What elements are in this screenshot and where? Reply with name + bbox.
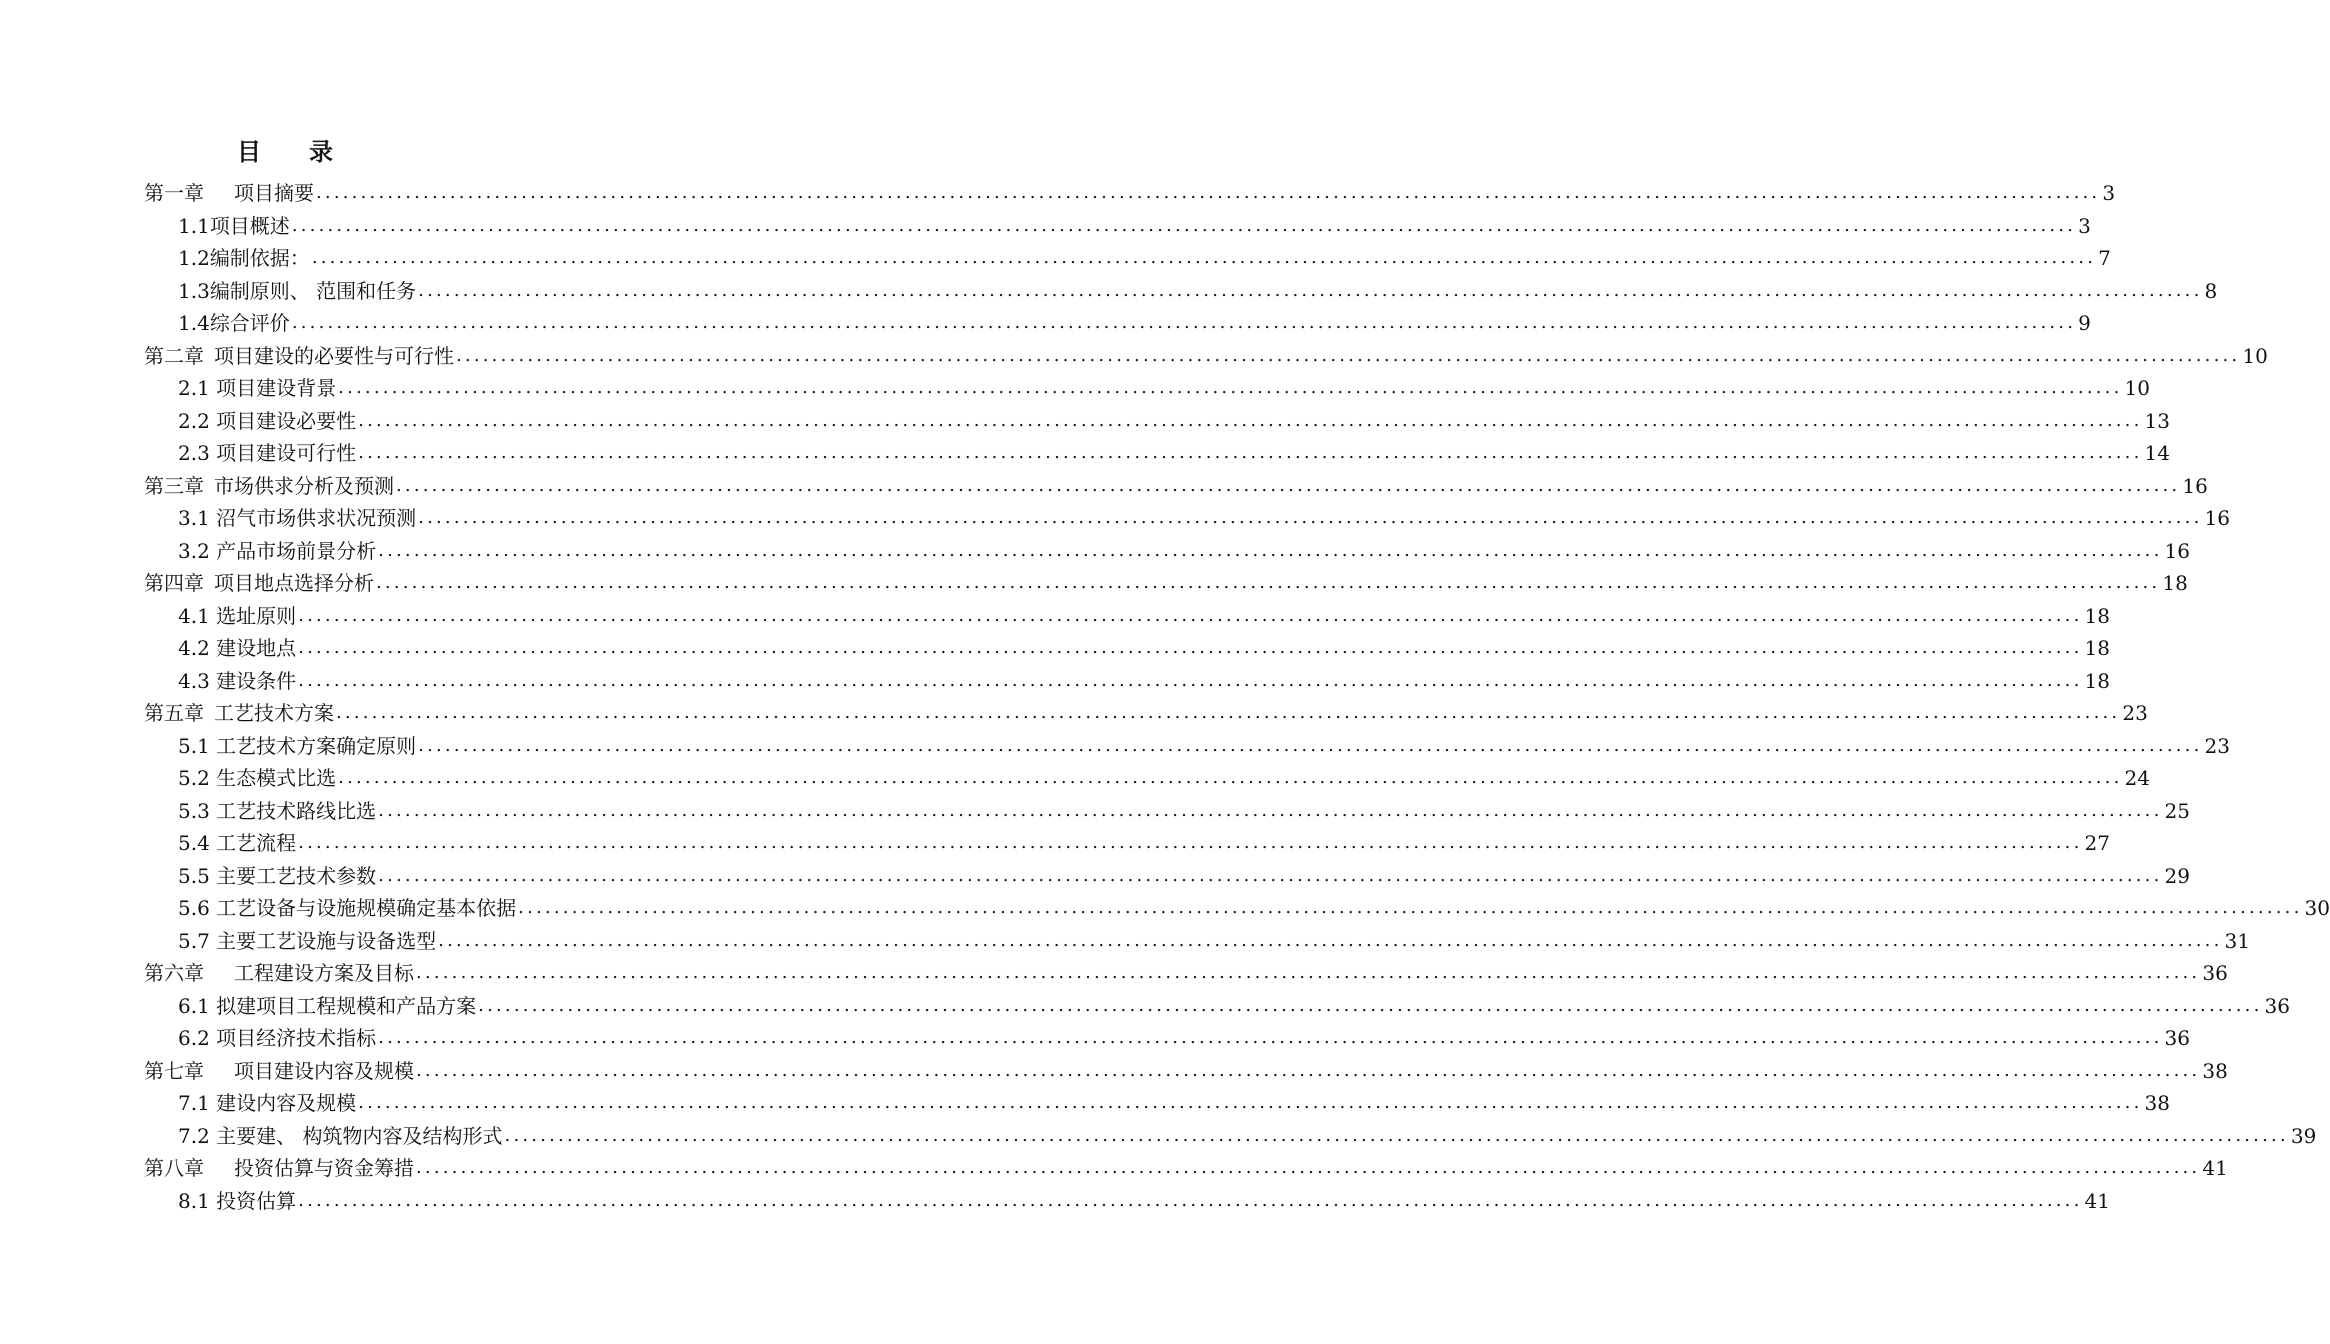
toc-entry-number: 第六章 [144, 961, 204, 985]
toc-entry-number: 1.4 [178, 311, 210, 335]
toc-entry-number: 7.2 [178, 1123, 210, 1148]
toc-dot-leader: ........................................................................................................................................................................................................ [416, 1157, 2201, 1178]
toc-chapter-entry[interactable] [144, 341, 2268, 371]
toc-dot-leader: ........................................................................................................................................................................................................ [311, 247, 2097, 268]
toc-section-entry[interactable] [178, 1088, 2170, 1118]
toc-section-entry[interactable] [178, 243, 2111, 273]
toc-entry-number: 2.1 [178, 376, 210, 400]
toc-section-entry[interactable] [178, 601, 2110, 631]
toc-entry-title: 工艺设备与设施规模确定基本依据 [209, 896, 517, 920]
toc-page-number: 16 [2204, 506, 2230, 530]
toc-entry-number: 5.5 [178, 863, 210, 888]
toc-dot-leader: ........................................................................................................................................................................................................ [378, 1027, 2163, 1048]
toc-entry-number: 第四章 [144, 571, 204, 595]
toc-entry-number: 第三章 [144, 473, 204, 498]
toc-page-number: 3 [2078, 213, 2091, 238]
toc-entry-number: 1.1 [178, 213, 210, 238]
toc-entry-number: 3.2 [178, 538, 210, 563]
toc-section-entry[interactable] [178, 1186, 2110, 1216]
toc-dot-leader: ........................................................................................................................................................................................................ [316, 182, 2101, 203]
toc-page-number: 18 [2084, 668, 2110, 693]
toc-entry-number: 5.1 [178, 733, 210, 758]
toc-page-number: 10 [2242, 343, 2268, 368]
toc-entry-number: 第五章 [144, 701, 204, 725]
toc-dot-leader: ........................................................................................................................................................................................................ [378, 799, 2163, 821]
toc-page-number: 8 [2204, 278, 2218, 303]
toc-page-number: 16 [2164, 538, 2190, 563]
toc-page-number: 10 [2124, 376, 2150, 400]
toc-dot-leader: ........................................................................................................................................................................................................ [298, 832, 2083, 853]
toc-page-number: 14 [2144, 441, 2170, 465]
toc-entry-title: 项目建设可行性 [209, 441, 357, 465]
toc-title: 目 录 [237, 138, 333, 166]
toc-entry-title: 建设地点 [209, 636, 297, 660]
toc-dot-leader: ........................................................................................................................................................................................................ [518, 897, 2303, 918]
toc-page-number: 23 [2204, 733, 2230, 758]
toc-page-number: 23 [2122, 701, 2148, 725]
toc-dot-leader: ........................................................................................................................................................................................................ [378, 539, 2163, 561]
toc-dot-leader: ........................................................................................................................................................................................................ [376, 572, 2161, 593]
toc-page-number: 9 [2078, 311, 2091, 335]
toc-dot-leader: ........................................................................................................................................................................................................ [438, 929, 2223, 951]
toc-section-entry[interactable] [178, 731, 2230, 761]
toc-page-number: 13 [2144, 408, 2170, 433]
toc-section-entry[interactable] [178, 373, 2150, 403]
toc-entry-number: 2.2 [178, 408, 210, 433]
toc-page-number: 18 [2084, 603, 2110, 628]
toc-entry-title: 综合评价 [209, 311, 290, 335]
toc-dot-leader: ........................................................................................................................................................................................................ [298, 604, 2083, 626]
toc-dot-leader: ........................................................................................................................................................................................................ [456, 344, 2241, 366]
toc-dot-leader: ........................................................................................................................................................................................................ [378, 864, 2163, 886]
toc-entry-title: 投资估算与资金筹措 [214, 1156, 414, 1180]
toc-entry-title: 工程建设方案及目标 [214, 961, 414, 985]
toc-entry-number: 第一章 [144, 181, 204, 205]
toc-dot-leader: ........................................................................................................................................................................................................ [504, 1124, 2289, 1146]
toc-section-entry[interactable] [178, 796, 2190, 826]
toc-section-entry[interactable] [178, 1023, 2190, 1053]
toc-entry-number: 1.2 [178, 246, 210, 270]
toc-dot-leader: ........................................................................................................................................................................................................ [291, 214, 2077, 236]
toc-page-number: 38 [2144, 1091, 2170, 1115]
toc-section-entry[interactable] [178, 828, 2110, 858]
toc-entry-number: 第二章 [144, 343, 204, 368]
toc-page-number: 36 [2264, 993, 2290, 1018]
toc-entry-number: 第八章 [144, 1156, 204, 1180]
toc-entry-number: 5.4 [178, 831, 210, 855]
toc-section-entry[interactable] [178, 276, 2218, 306]
toc-dot-leader: ........................................................................................................................................................................................................ [298, 1189, 2083, 1211]
toc-dot-leader: ........................................................................................................................................................................................................ [418, 507, 2203, 528]
toc-page-number: 41 [2202, 1156, 2228, 1180]
toc-section-entry[interactable] [178, 211, 2091, 241]
toc-dot-leader: ........................................................................................................................................................................................................ [416, 1059, 2201, 1081]
toc-entry-title: 投资估算 [209, 1188, 297, 1213]
toc-dot-leader: ........................................................................................................................................................................................................ [291, 312, 2077, 333]
toc-entry-title: 编制原则、 范围和任务 [209, 278, 417, 303]
toc-entry-title: 产品市场前景分析 [209, 538, 377, 563]
toc-section-entry[interactable] [178, 926, 2250, 956]
toc-entry-number: 5.2 [178, 766, 210, 790]
toc-entry-title: 工艺技术路线比选 [209, 798, 377, 823]
toc-entry-number: 7.1 [178, 1091, 210, 1115]
toc-section-entry[interactable] [178, 438, 2170, 468]
toc-entry-title: 项目概述 [209, 213, 290, 238]
toc-dot-leader: ........................................................................................................................................................................................................ [396, 474, 2181, 496]
toc-entry-number: 6.2 [178, 1026, 210, 1050]
toc-page-number: 3 [2102, 181, 2116, 205]
toc-section-entry[interactable] [178, 1121, 2317, 1151]
toc-entry-title: 项目经济技术指标 [209, 1026, 377, 1050]
toc-entry-number: 4.1 [178, 603, 210, 628]
toc-chapter-entry[interactable] [144, 1153, 2228, 1183]
toc-section-entry[interactable] [178, 666, 2110, 696]
toc-dot-leader: ........................................................................................................................................................................................................ [358, 442, 2143, 463]
toc-section-entry[interactable] [178, 406, 2170, 436]
toc-page-number: 16 [2182, 473, 2208, 498]
toc-dot-leader: ........................................................................................................................................................................................................ [478, 994, 2263, 1016]
toc-page-number: 25 [2164, 798, 2190, 823]
toc-chapter-entry[interactable] [144, 698, 2148, 728]
toc-entry-number: 8.1 [178, 1188, 210, 1213]
toc-entry-title: 生态模式比选 [209, 766, 337, 790]
toc-entry-number: 第七章 [144, 1058, 204, 1083]
toc-entry-title: 主要工艺技术参数 [209, 863, 377, 888]
toc-dot-leader: ........................................................................................................................................................................................................ [338, 377, 2123, 398]
toc-entry-title: 沼气市场供求状况预测 [209, 506, 417, 530]
toc-entry-title: 工艺技术方案确定原则 [209, 733, 417, 758]
toc-page-number: 7 [2098, 246, 2111, 270]
toc-page-number: 29 [2164, 863, 2190, 888]
toc-entry-title: 工艺流程 [209, 831, 297, 855]
toc-dot-leader: ........................................................................................................................................................................................................ [336, 702, 2121, 723]
toc-entry-number: 4.2 [178, 636, 210, 660]
toc-page-number: 38 [2202, 1058, 2228, 1083]
toc-page-number: 30 [2304, 896, 2330, 920]
toc-chapter-entry[interactable] [144, 1056, 2228, 1086]
toc-section-entry[interactable] [178, 861, 2190, 891]
toc-dot-leader: ........................................................................................................................................................................................................ [298, 637, 2083, 658]
toc-dot-leader: ........................................................................................................................................................................................................ [416, 962, 2201, 983]
toc-chapter-entry[interactable] [144, 178, 2116, 208]
toc-page-number: 36 [2202, 961, 2228, 985]
toc-entry-title: 选址原则 [209, 603, 297, 628]
toc-entry-title: 项目建设的必要性与可行性 [214, 343, 454, 368]
toc-section-entry[interactable] [178, 763, 2150, 793]
toc-dot-leader: ........................................................................................................................................................................................................ [298, 669, 2083, 691]
toc-entry-number: 4.3 [178, 668, 210, 693]
toc-entry-number: 5.3 [178, 798, 210, 823]
toc-dot-leader: ........................................................................................................................................................................................................ [338, 767, 2123, 788]
toc-section-entry[interactable] [178, 633, 2110, 663]
toc-entry-number: 6.1 [178, 993, 210, 1018]
toc-section-entry[interactable] [178, 503, 2230, 533]
toc-entry-title: 项目建设必要性 [209, 408, 357, 433]
toc-chapter-entry[interactable] [144, 568, 2188, 598]
toc-entry-title: 拟建项目工程规模和产品方案 [209, 993, 477, 1018]
toc-section-entry[interactable] [178, 536, 2190, 566]
toc-page-number: 36 [2164, 1026, 2190, 1050]
toc-dot-leader: ........................................................................................................................................................................................................ [358, 1092, 2143, 1113]
toc-page-number: 41 [2084, 1188, 2110, 1213]
toc-entry-title: 建设条件 [209, 668, 297, 693]
toc-page-number: 27 [2084, 831, 2110, 855]
toc-entry-number: 5.6 [178, 896, 210, 920]
toc-entry-title: 项目摘要 [214, 181, 314, 205]
toc-page-number: 24 [2124, 766, 2150, 790]
toc-dot-leader: ........................................................................................................................................................................................................ [418, 279, 2203, 301]
toc-entry-title: 主要建、 构筑物内容及结构形式 [209, 1123, 503, 1148]
toc-page-number: 18 [2162, 571, 2188, 595]
toc-section-entry[interactable] [178, 308, 2091, 338]
toc-page-number: 18 [2084, 636, 2110, 660]
toc-section-entry[interactable] [178, 893, 2330, 923]
toc-entry-number: 2.3 [178, 441, 210, 465]
toc-entry-title: 市场供求分析及预测 [214, 473, 394, 498]
toc-chapter-entry[interactable] [144, 958, 2228, 988]
toc-entry-title: 主要工艺设施与设备选型 [209, 928, 437, 953]
toc-page-number: 31 [2224, 928, 2250, 953]
toc-chapter-entry[interactable] [144, 471, 2208, 501]
toc-entry-title: 编制依据： [209, 246, 310, 270]
toc-entry-title: 项目建设背景 [209, 376, 337, 400]
toc-entry-number: 5.7 [178, 928, 210, 953]
toc-entry-number: 1.3 [178, 278, 210, 303]
toc-entry-number: 3.1 [178, 506, 210, 530]
toc-section-entry[interactable] [178, 991, 2290, 1021]
toc-entry-title: 项目建设内容及规模 [214, 1058, 414, 1083]
toc-entry-title: 项目地点选择分析 [214, 571, 374, 595]
toc-entry-title: 工艺技术方案 [214, 701, 334, 725]
toc-entry-title: 建设内容及规模 [209, 1091, 357, 1115]
toc-dot-leader: ........................................................................................................................................................................................................ [358, 409, 2143, 431]
toc-page-number: 39 [2290, 1123, 2317, 1148]
toc-dot-leader: ........................................................................................................................................................................................................ [418, 734, 2203, 756]
